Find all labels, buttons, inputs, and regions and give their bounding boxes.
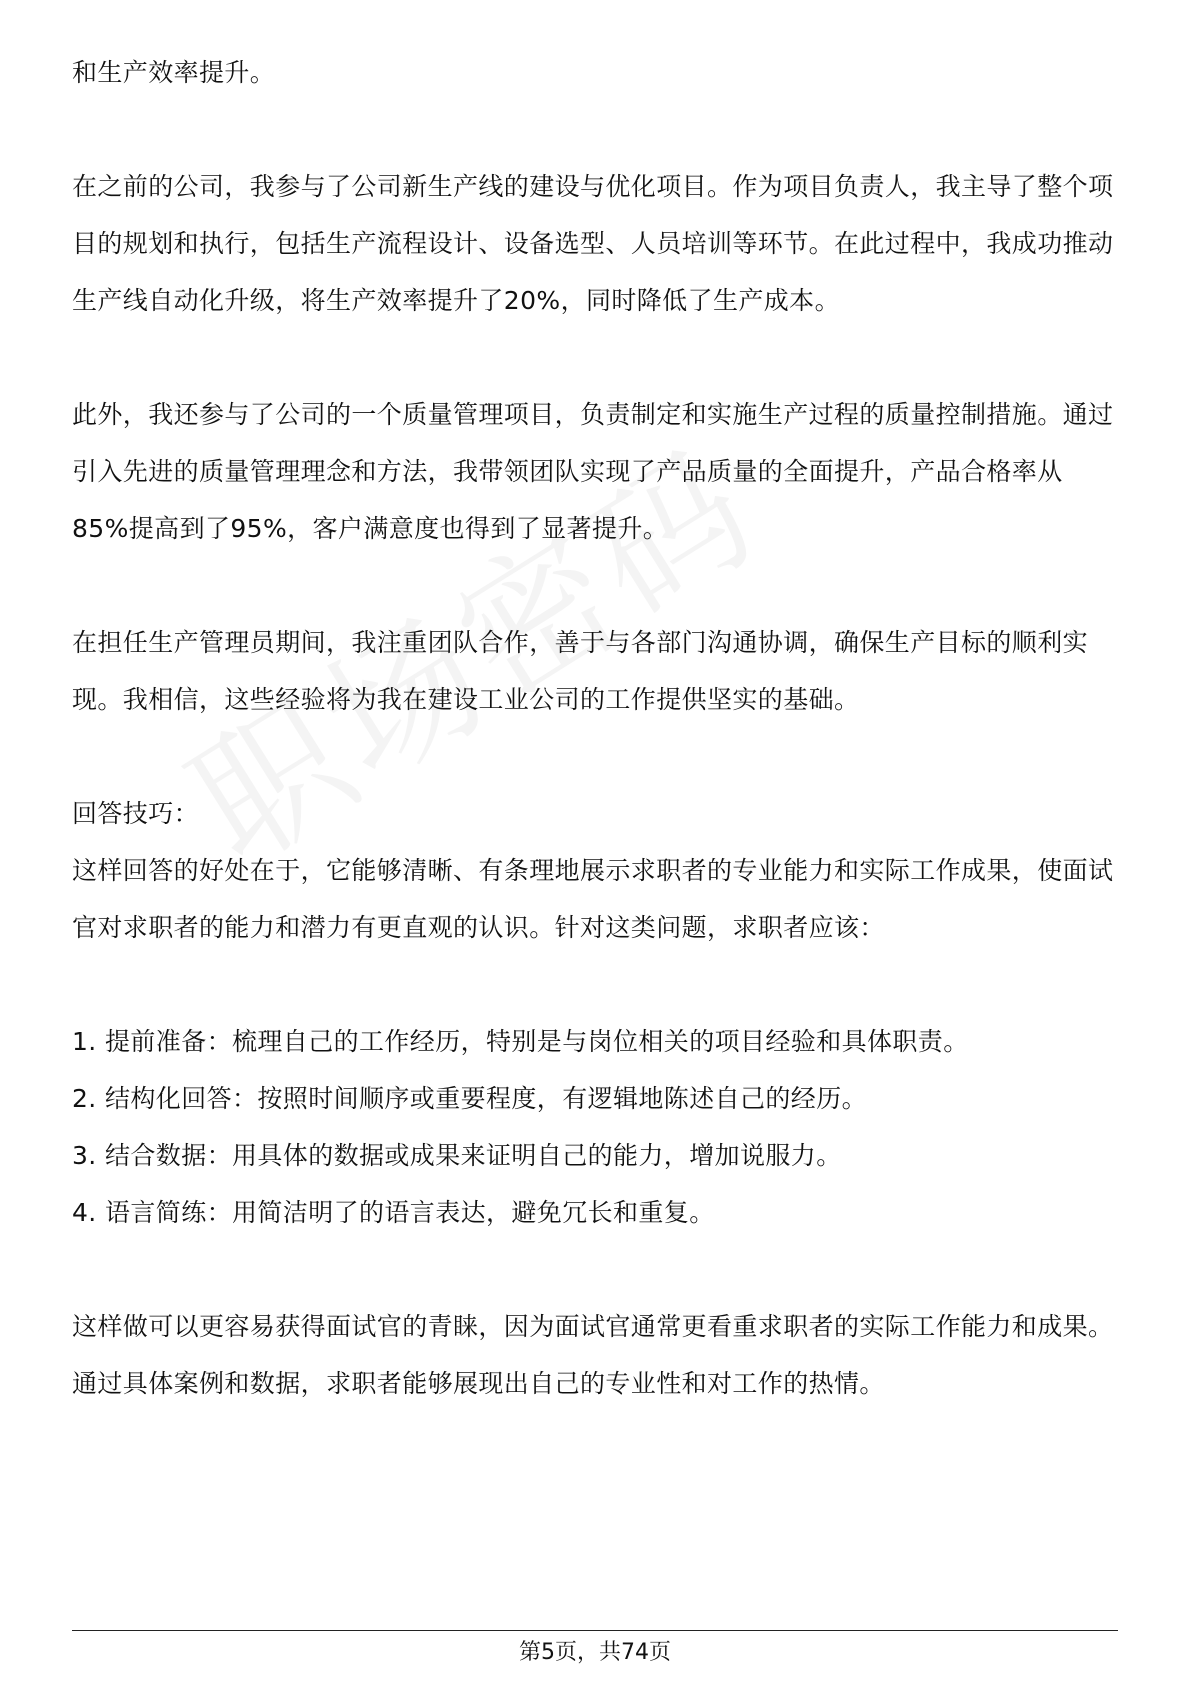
paragraph-gap	[72, 728, 1118, 785]
list-item-4: 4. 语言简练：用简洁明了的语言表达，避免冗长和重复。	[72, 1198, 715, 1227]
paragraph-gap	[72, 956, 1118, 1013]
paragraph-gap	[72, 101, 1118, 158]
paragraph-gap	[72, 557, 1118, 614]
paragraph-continuation: 和生产效率提升。	[72, 58, 276, 87]
list-item-1: 1. 提前准备：梳理自己的工作经历，特别是与岗位相关的项目经验和具体职责。	[72, 1027, 969, 1056]
paragraph-conclusion: 这样做可以更容易获得面试官的青睐，因为面试官通常更看重求职者的实际工作能力和成果。通过具体案例和数据，求职者能够展现出自己的专业性和对工作的热情。	[72, 1312, 1114, 1398]
list-item-3: 3. 结合数据：用具体的数据或成果来证明自己的能力，增加说服力。	[72, 1141, 842, 1170]
footer-divider	[72, 1630, 1118, 1631]
paragraph-gap	[72, 329, 1118, 386]
document-body	[72, 44, 1118, 1412]
paragraph-answer-tips: 这样回答的好处在于，它能够清晰、有条理地展示求职者的专业能力和实际工作成果，使面试官对求职者的能力和潜力有更直观的认识。针对这类问题，求职者应该：	[72, 856, 1114, 942]
paragraph-gap	[72, 1241, 1118, 1298]
page-number: 第5页，共74页	[519, 1640, 671, 1665]
paragraph-production-line-project: 在之前的公司，我参与了公司新生产线的建设与优化项目。作为项目负责人，我主导了整个项目的规划和执行，包括生产流程设计、设备选型、人员培训等环节。在此过程中，我成功推动生产线自动化升级，将生产效率提升了20%，同时降低了生产成本。	[72, 172, 1114, 315]
paragraph-teamwork: 在担任生产管理员期间，我注重团队合作，善于与各部门沟通协调，确保生产目标的顺利实现。我相信，这些经验将为我在建设工业公司的工作提供坚实的基础。	[72, 628, 1089, 714]
paragraph-quality-project: 此外，我还参与了公司的一个质量管理项目，负责制定和实施生产过程的质量控制措施。通过引入先进的质量管理理念和方法，我带领团队实现了产品质量的全面提升，产品合格率从85%提高到了95%，客户满意度也得到了显著提升。	[72, 400, 1114, 543]
section-heading-answer-tips: 回答技巧：	[72, 799, 200, 828]
list-item-2: 2. 结构化回答：按照时间顺序或重要程度，有逻辑地陈述自己的经历。	[72, 1084, 868, 1113]
